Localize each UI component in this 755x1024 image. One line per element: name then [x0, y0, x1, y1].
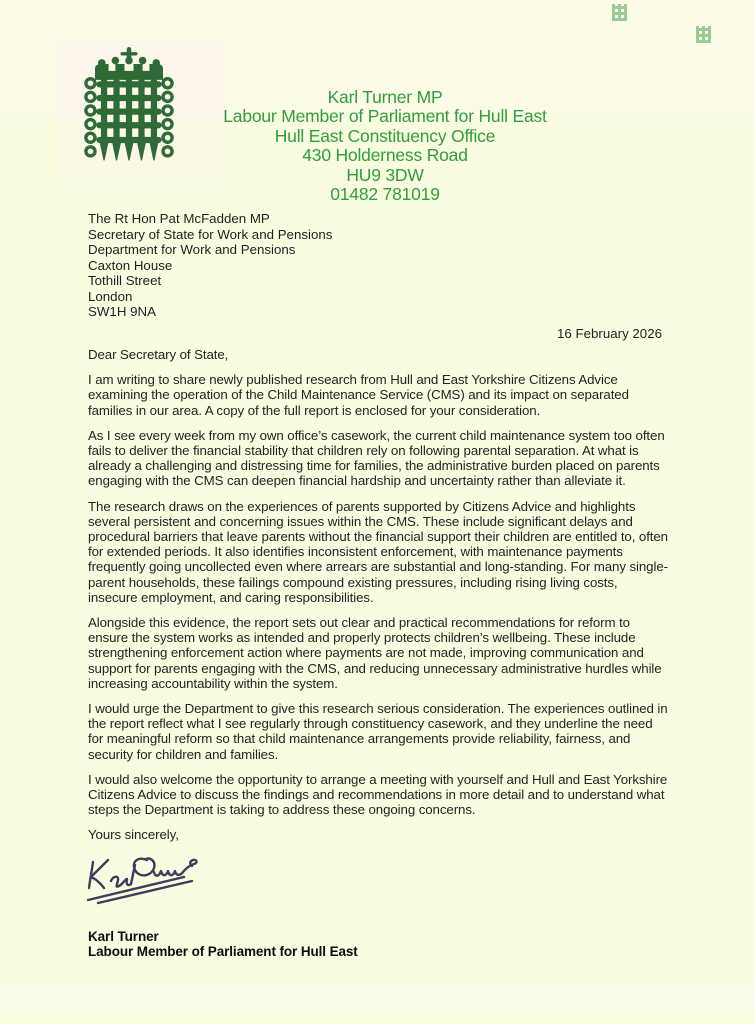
scan-band-bottom-edge	[0, 1010, 755, 1024]
signoff-block	[88, 929, 668, 960]
recipient-postcode: SW1H 9NA	[88, 304, 156, 319]
paragraph-5: I would urge the Department to give this research serious consideration. The experiences outlined in the report reflect what I see regularly through constituency casework, and they underline the need for meaningful reform so that child maintenance arrangements provide reliability, fairness, and security for children and families.	[88, 701, 668, 762]
letter-date: 16 February 2026	[557, 326, 662, 341]
green-speck-artifact	[612, 4, 627, 21]
paragraph-6: I would also welcome the opportunity to arrange a meeting with yourself and Hull and East Yorkshire Citizens Advice to discuss the findings and recommendations in more detail and to understand what steps the Department is taking to address these ongoing concerns.	[88, 771, 668, 818]
scan-band-bottom	[0, 983, 755, 1010]
salutation: Dear Secretary of State,	[88, 347, 229, 362]
recipient-city: London	[88, 288, 133, 304]
letterhead-role: Labour Member of Parliament for Hull East	[223, 106, 547, 127]
closing: Yours sincerely,	[88, 827, 179, 843]
letterhead-street: 430 Holderness Road	[302, 145, 468, 166]
recipient-name: The Rt Hon Pat McFadden MP	[88, 211, 270, 226]
recipient-address	[88, 211, 332, 320]
letterhead-office: Hull East Constituency Office	[274, 125, 496, 146]
recipient-role: Secretary of State for Work and Pensions	[88, 226, 333, 242]
recipient-street: Tothill Street	[88, 273, 162, 288]
paragraph-4: Alongside this evidence, the report sets out clear and practical recommendations for reform to ensure the system works as intended and properly protects children’s wellbeing. These include strengthening enforcement action where payments are not made, improving communication and support for parents engaging with the CMS, and reducing unnecessary administrative hurdles while increasing accountability within the system.	[88, 615, 662, 691]
signoff-title: Labour Member of Parliament for Hull East	[88, 944, 358, 960]
letterhead-postcode: HU9 3DW	[346, 164, 424, 185]
signature-handwritten	[84, 850, 219, 908]
green-speck-artifact	[696, 26, 711, 43]
letterhead-phone: 01482 781019	[330, 184, 440, 205]
signoff-name: Karl Turner	[88, 928, 159, 944]
recipient-department: Department for Work and Pensions	[88, 242, 296, 257]
letter-body	[88, 347, 668, 960]
recipient-building: Caxton House	[88, 257, 173, 273]
paragraph-1: I am writing to share newly published research from Hull and East Yorkshire Citizens Advice examining the operation of the Child Maintenance Service (CMS) and its impact on separated families in our area. A copy of the full report is enclosed for your consideration.	[88, 372, 629, 418]
letterhead-name: Karl Turner MP	[327, 87, 443, 107]
paragraph-3: The research draws on the experiences of parents supported by Citizens Advice and highlights several persistent and concerning issues within the CMS. These include significant delays and procedural barriers that leave parents without the financial support their children are entitled to, often for extended periods. It also identifies inconsistent enforcement, with maintenance payments frequently going uncollected even where arrears are substantial and long-standing. For many single-parent households, these failings compound existing pressures, including rising living costs, insecure employment, and caring responsibilities.	[88, 498, 668, 605]
paragraph-2: As I see every week from my own office’s casework, the current child maintenance system too often fails to deliver the financial stability that children rely on following parental separation. At what is already a challenging and distressing time for families, the administrative burden placed on parents engaging with the CMS can deepen financial hardship and uncertainty rather than alleviate it.	[88, 427, 665, 489]
letterhead	[100, 88, 670, 204]
